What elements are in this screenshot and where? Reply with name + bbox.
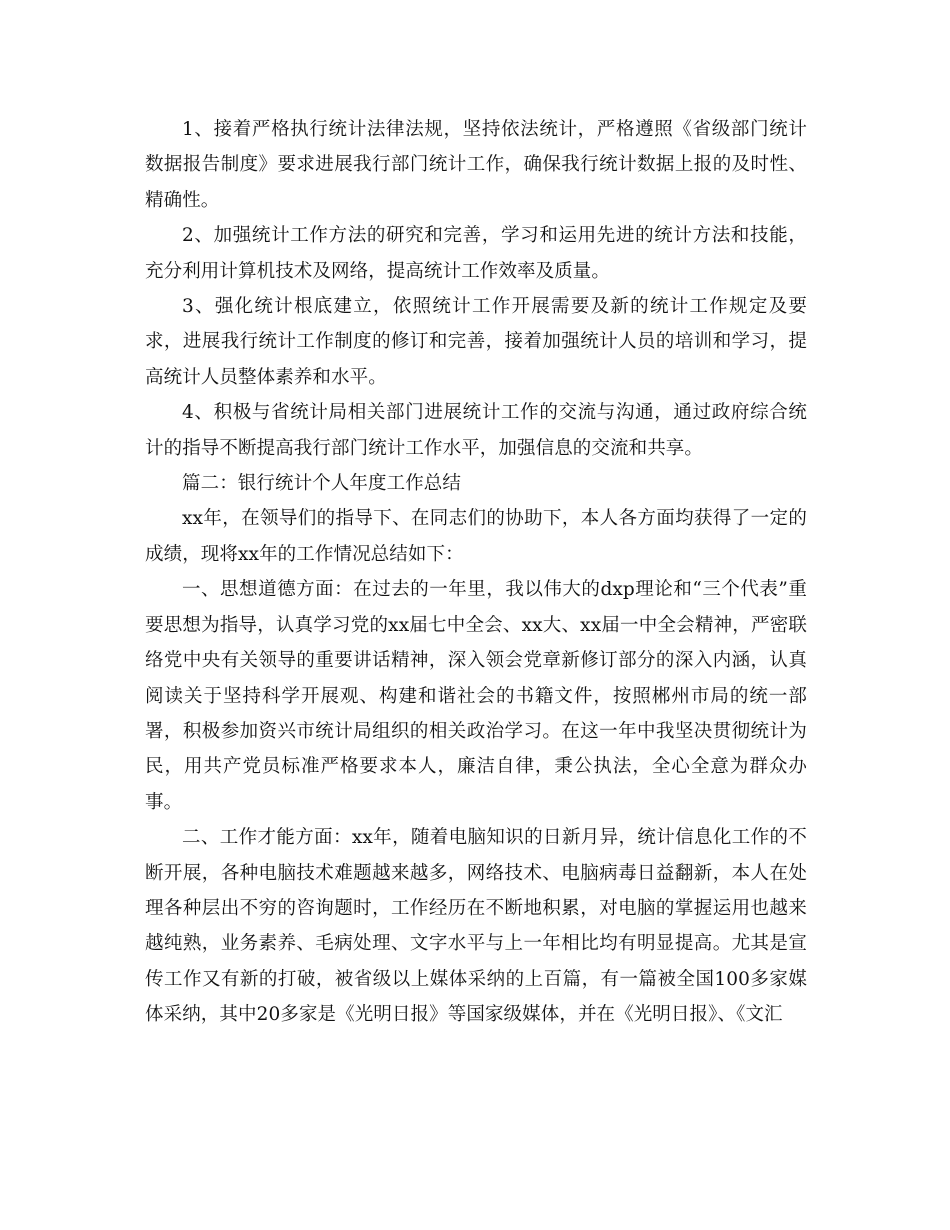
paragraph-4: 4、积极与省统计局相关部门进展统计工作的交流与沟通，通过政府综合统计的指导不断提高我行部门统计工作水平，加强信息的交流和共享。 xyxy=(145,402,807,459)
paragraph-work-ability: 二、工作才能方面：xx年，随着电脑知识的日新月异，统计信息化工作的不断开展，各种电脑技术难题越来越多，网络技术、电脑病毒日益翻新，本人在处理各种层出不穷的咨询题时，工作经历在不断地积累，对电脑的掌握运用也越来越纯熟，业务素养、毛病处理、文字水平与上一年相比均有明显提高。尤其是宣传工作又有新的打破，被省级以上媒体采纳的上百篇，有一篇被全国100多家媒体采纳，其中20多家是《光明日报》等国家级媒体，并在《光明日报》、《文汇 xyxy=(145,827,807,1026)
paragraph-3: 3、强化统计根底建立，依照统计工作开展需要及新的统计工作规定及要求，进展我行统计工作制度的修订和完善，接着加强统计人员的培训和学习，提高统计人员整体素养和水平。 xyxy=(145,296,807,388)
section-heading: 篇二：银行统计个人年度工作总结 xyxy=(182,473,462,495)
paragraph-thought: 一、思想道德方面：在过去的一年里，我以伟大的dxp理论和“三个代表”重要思想为指导，认真学习党的xx届七中全会、xx大、xx届一中全会精神，严密联络党中央有关领导的重要讲话精神，深入领会党章新修订部分的深入内涵，认真阅读关于坚持科学开展观、构建和谐社会的书籍文件，按照郴州市局的统一部署，积极参加资兴市统计局组织的相关政治学习。在这一年中我坚决贯彻统计为民，用共产党员标准严格要求本人，廉洁自律，秉公执法，全心全意为群众办事。 xyxy=(145,579,807,813)
paragraph-2: 2、加强统计工作方法的研究和完善，学习和运用先进的统计方法和技能，充分利用计算机技术及网络，提高统计工作效率及质量。 xyxy=(145,225,807,282)
paragraph-intro: xx年，在领导们的指导下、在同志们的协助下，本人各方面均获得了一定的成绩，现将xx年的工作情况总结如下： xyxy=(145,508,807,565)
paragraph-1: 1、接着严格执行统计法律法规，坚持依法统计，严格遵照《省级部门统计数据报告制度》要求进展我行部门统计工作，确保我行统计数据上报的及时性、精确性。 xyxy=(145,119,807,211)
document-body xyxy=(145,112,807,1033)
